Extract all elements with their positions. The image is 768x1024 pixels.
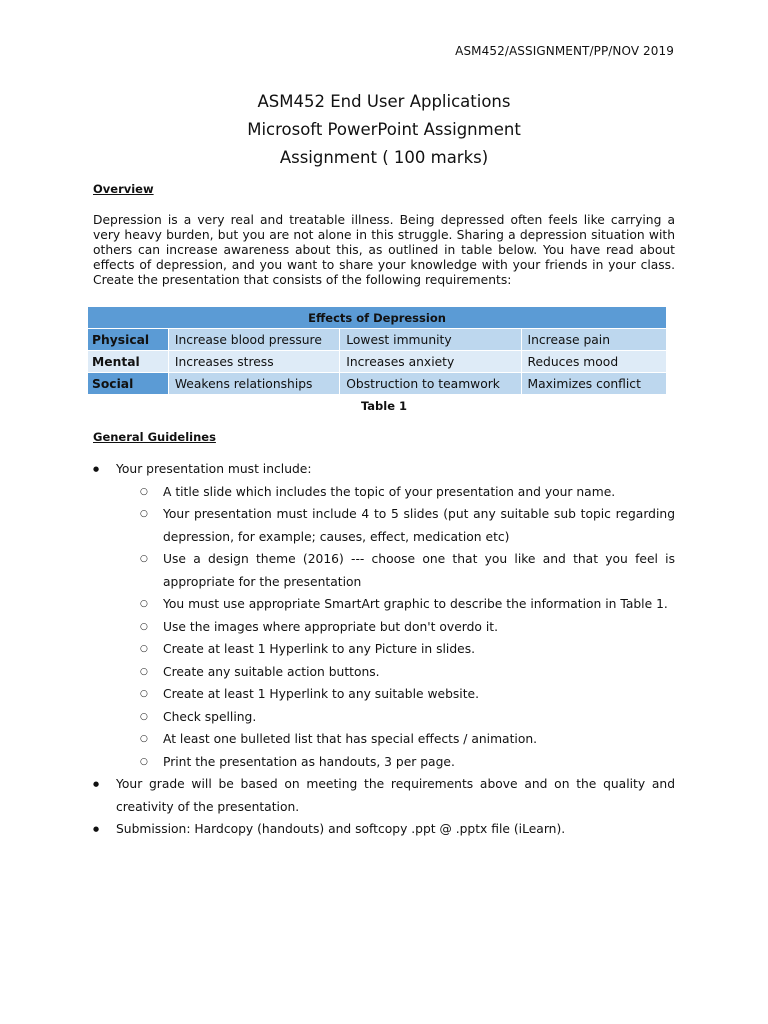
table-cell: Reduces mood [521, 351, 667, 373]
table-cell: Weakens relationships [168, 373, 339, 395]
list-item: ○ Your presentation must include 4 to 5 slides (put any suitable sub topic regarding depression, for example; causes, effect, medication etc) [116, 503, 675, 548]
document-reference: ASM452/ASSIGNMENT/PP/NOV 2019 [455, 44, 674, 58]
requirements-sublist [116, 481, 675, 774]
table-caption: Table 1 [360, 399, 408, 413]
list-item-text: Your presentation must include: [116, 462, 312, 476]
table-cell: Increases stress [168, 351, 339, 373]
row-label: Physical [88, 329, 169, 351]
effects-table [87, 306, 667, 395]
table-cell: Lowest immunity [340, 329, 521, 351]
list-item: ○ At least one bulleted list that has special effects / animation. [116, 728, 675, 751]
list-item: ○ Create at least 1 Hyperlink to any Picture in slides. [116, 638, 675, 661]
table-cell: Increase blood pressure [168, 329, 339, 351]
row-label: Mental [88, 351, 169, 373]
list-item: ○ Create at least 1 Hyperlink to any suitable website. [116, 683, 675, 706]
assignment-subtitle: Microsoft PowerPoint Assignment [247, 120, 521, 139]
table-row [88, 373, 667, 395]
list-item: ○ Use the images where appropriate but don't overdo it. [116, 616, 675, 639]
assignment-marks: Assignment ( 100 marks) [279, 148, 489, 167]
list-item: ● Submission: Hardcopy (handouts) and softcopy .ppt @ .pptx file (iLearn). [93, 818, 675, 841]
table-title: Effects of Depression [88, 307, 667, 329]
list-item [93, 458, 675, 773]
list-item: ○ Use a design theme (2016) --- choose one that you like and that you feel is appropriate for the presentation [116, 548, 675, 593]
overview-heading: Overview [93, 182, 154, 196]
guidelines-list [93, 458, 675, 841]
table-cell: Increases anxiety [340, 351, 521, 373]
guidelines-heading: General Guidelines [93, 430, 216, 444]
table-cell: Maximizes conflict [521, 373, 667, 395]
table-row [88, 351, 667, 373]
list-item: ○ Print the presentation as handouts, 3 per page. [116, 751, 675, 774]
list-item: ○ Check spelling. [116, 706, 675, 729]
table-row [88, 329, 667, 351]
overview-paragraph: Depression is a very real and treatable illness. Being depressed often feels like carrying a very heavy burden, but you are not alone in this struggle. Sharing a depression situation with others can increase awareness about this, as outlined in table below. You have read about effects of depression, and you want to share your knowledge with your friends in your class. Create the presentation that consists of the following requirements: [93, 213, 675, 287]
course-title: ASM452 End User Applications [257, 92, 511, 111]
document-title-block [0, 88, 768, 172]
list-item: ○ Create any suitable action buttons. [116, 661, 675, 684]
row-label: Social [88, 373, 169, 395]
list-item: ● Your grade will be based on meeting the requirements above and on the quality and creativity of the presentation. [93, 773, 675, 818]
table-cell: Obstruction to teamwork [340, 373, 521, 395]
list-item: ○ You must use appropriate SmartArt graphic to describe the information in Table 1. [116, 593, 675, 616]
table-cell: Increase pain [521, 329, 667, 351]
list-item: ○ A title slide which includes the topic of your presentation and your name. [116, 481, 675, 504]
